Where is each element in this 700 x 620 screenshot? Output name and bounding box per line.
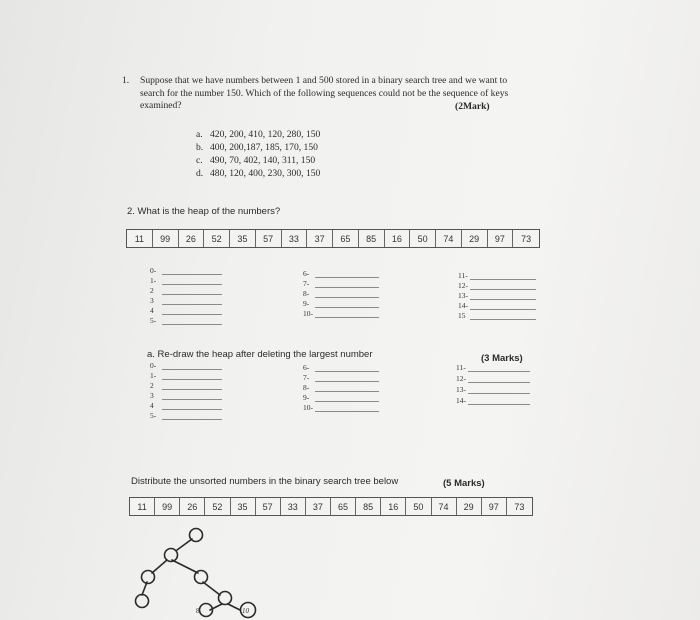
- answer-slot[interactable]: [303, 374, 379, 382]
- answer-line[interactable]: [315, 374, 379, 382]
- answer-line[interactable]: [315, 310, 379, 318]
- number-cell: 52: [205, 498, 230, 515]
- answer-slot[interactable]: [456, 375, 530, 383]
- number-cell: 65: [333, 230, 359, 247]
- answer-slot[interactable]: [458, 302, 536, 310]
- option-text: 480, 120, 400, 230, 300, 150: [210, 168, 321, 179]
- number-cell: 37: [306, 498, 331, 515]
- option-text: 420, 200, 410, 120, 280, 150: [210, 129, 321, 140]
- option-text: 490, 70, 402, 140, 311, 150: [210, 155, 316, 166]
- slot-index-label: 15: [458, 311, 466, 320]
- answer-slot[interactable]: [303, 280, 379, 288]
- answer-slot[interactable]: [303, 290, 379, 298]
- number-cell: 97: [482, 498, 507, 515]
- answer-slot[interactable]: [458, 312, 536, 320]
- answer-slot[interactable]: [150, 392, 222, 400]
- slot-index-label: 1-: [150, 371, 157, 380]
- number-cell: 33: [282, 230, 308, 247]
- answer-slot[interactable]: [150, 402, 222, 410]
- number-cell: 52: [204, 230, 230, 247]
- q3-marks: (5 Marks): [443, 478, 485, 489]
- q1-number: 1.: [122, 75, 130, 86]
- slot-index-label: 8-: [303, 383, 310, 392]
- slot-index-label: 3: [150, 391, 154, 400]
- number-cell: 16: [385, 230, 411, 247]
- slot-index-label: 8-: [303, 289, 310, 298]
- tree-node-label: 8: [196, 607, 200, 615]
- bst-tree-drawing: [130, 525, 280, 620]
- slot-index-label: 1-: [150, 276, 157, 285]
- answer-line[interactable]: [470, 282, 536, 290]
- tree-node: [195, 571, 208, 584]
- answer-line[interactable]: [315, 280, 379, 288]
- q2-prompt: 2. What is the heap of the numbers?: [127, 206, 281, 217]
- answer-line[interactable]: [470, 302, 536, 310]
- answer-slot[interactable]: [303, 384, 379, 392]
- slot-index-label: 9-: [303, 393, 310, 402]
- tree-edge: [172, 560, 198, 573]
- answer-slot[interactable]: [303, 270, 379, 278]
- slot-index-label: 14-: [458, 301, 468, 310]
- tree-node: [142, 571, 155, 584]
- answer-line[interactable]: [162, 277, 222, 285]
- answer-line[interactable]: [162, 307, 222, 315]
- answer-slot[interactable]: [456, 397, 530, 405]
- answer-line[interactable]: [468, 397, 530, 405]
- slot-index-label: 10-: [303, 403, 313, 412]
- answer-slot[interactable]: [456, 386, 530, 394]
- answer-line[interactable]: [315, 404, 379, 412]
- answer-line[interactable]: [162, 372, 222, 380]
- number-cell: 73: [521, 233, 532, 244]
- slot-index-label: 2: [150, 286, 154, 295]
- answer-line[interactable]: [468, 364, 530, 372]
- answer-slot[interactable]: [150, 317, 222, 325]
- answer-slot[interactable]: [303, 364, 379, 372]
- number-cell: 85: [356, 498, 381, 515]
- slot-index-label: 7-: [303, 279, 310, 288]
- slot-index-label: 4: [150, 401, 154, 410]
- option-text: 400, 200,187, 185, 170, 150: [210, 142, 318, 153]
- answer-slot[interactable]: [303, 310, 379, 318]
- tree-node: [165, 549, 178, 562]
- answer-slot[interactable]: [150, 267, 222, 275]
- answer-line[interactable]: [162, 402, 222, 410]
- slot-index-label: 5-: [150, 411, 157, 420]
- slot-index-label: 12-: [456, 374, 466, 383]
- answer-slot[interactable]: [303, 394, 379, 402]
- number-cell: 11: [127, 230, 153, 247]
- answer-slot[interactable]: [303, 404, 379, 412]
- answer-slot[interactable]: [150, 307, 222, 315]
- tree-edge: [228, 604, 240, 610]
- number-cell: 73: [514, 501, 525, 512]
- answer-line[interactable]: [315, 290, 379, 298]
- number-cell: 65: [331, 498, 356, 515]
- slot-index-label: 10-: [303, 309, 313, 318]
- answer-line[interactable]: [315, 394, 379, 402]
- answer-slot[interactable]: [458, 292, 536, 300]
- tree-node-label: 10: [242, 607, 249, 615]
- number-cell: 50: [406, 498, 431, 515]
- tree-edge: [177, 539, 192, 550]
- option-label: d.: [196, 168, 204, 179]
- answer-slot[interactable]: [150, 287, 222, 295]
- option-label: b.: [196, 142, 204, 153]
- slot-index-label: 0-: [150, 361, 157, 370]
- answer-line[interactable]: [162, 287, 222, 295]
- slot-index-label: 12-: [458, 281, 468, 290]
- answer-line[interactable]: [470, 272, 536, 280]
- slot-index-label: 7-: [303, 373, 310, 382]
- number-cell: 99: [153, 230, 179, 247]
- slot-index-label: 4: [150, 306, 154, 315]
- slot-index-label: 3: [150, 296, 154, 305]
- slot-index-label: 5-: [150, 316, 157, 325]
- answer-slot[interactable]: [150, 277, 222, 285]
- answer-slot[interactable]: [150, 362, 222, 370]
- number-cell: 11: [130, 498, 155, 515]
- tree-node: [219, 592, 232, 605]
- slot-index-label: 11-: [456, 363, 466, 372]
- answer-line[interactable]: [315, 384, 379, 392]
- answer-line[interactable]: [315, 300, 379, 308]
- tree-edge: [203, 582, 220, 595]
- q2a-marks: (3 Marks): [481, 353, 523, 364]
- q2a-prompt: a. Re-draw the heap after deleting the largest number: [147, 349, 373, 360]
- q1-line-3: examined?: [140, 100, 182, 111]
- number-cell: 35: [231, 498, 256, 515]
- slot-index-label: 13-: [458, 291, 468, 300]
- number-cell: 50: [410, 230, 436, 247]
- answer-line[interactable]: [162, 382, 222, 390]
- answer-slot[interactable]: [458, 272, 536, 280]
- q1-option-b: [196, 142, 318, 154]
- number-cell: 16: [381, 498, 406, 515]
- answer-slot[interactable]: [150, 297, 222, 305]
- number-cell: 74: [436, 230, 462, 247]
- q2-number-strip: [126, 229, 540, 248]
- number-cell: 26: [179, 230, 205, 247]
- q3-prompt: Distribute the unsorted numbers in the binary search tree below: [131, 476, 399, 487]
- slot-index-label: 14-: [456, 396, 466, 405]
- slot-index-label: 11-: [458, 271, 468, 280]
- answer-line[interactable]: [470, 292, 536, 300]
- answer-slot[interactable]: [303, 300, 379, 308]
- number-cell: 33: [281, 498, 306, 515]
- number-cell: 26: [180, 498, 205, 515]
- answer-slot[interactable]: [458, 282, 536, 290]
- number-cell: 85: [359, 230, 385, 247]
- answer-line[interactable]: [162, 392, 222, 400]
- answer-line[interactable]: [162, 362, 222, 370]
- number-cell: 99: [155, 498, 180, 515]
- q1-line-2: search for the number 150. Which of the following sequences could not be the sequence of keys: [140, 88, 509, 99]
- q1-option-c: [196, 155, 315, 167]
- option-label: c.: [196, 155, 203, 166]
- q1-option-a: [196, 129, 320, 141]
- answer-line[interactable]: [468, 386, 530, 394]
- q1-marks: (2Mark): [455, 101, 490, 112]
- number-cell: 35: [230, 230, 256, 247]
- tree-node: [190, 529, 203, 542]
- answer-line[interactable]: [162, 297, 222, 305]
- answer-slot[interactable]: [150, 382, 222, 390]
- answer-slot[interactable]: [150, 372, 222, 380]
- number-cell: 29: [457, 498, 482, 515]
- number-cell: 29: [462, 230, 488, 247]
- answer-line[interactable]: [162, 317, 222, 325]
- slot-index-label: 13-: [456, 385, 466, 394]
- q1-line-1: Suppose that we have numbers between 1 and 500 stored in a binary search tree and we want to: [140, 75, 508, 86]
- answer-line[interactable]: [315, 270, 379, 278]
- answer-line[interactable]: [162, 267, 222, 275]
- number-cell: 57: [256, 498, 281, 515]
- number-cell: 74: [432, 498, 457, 515]
- option-label: a.: [196, 129, 203, 140]
- answer-slot[interactable]: [150, 412, 222, 420]
- q3-number-strip: [129, 497, 533, 516]
- tree-node: [136, 595, 149, 608]
- answer-line[interactable]: [470, 312, 536, 320]
- slot-index-label: 0-: [150, 266, 157, 275]
- tree-edge: [152, 560, 167, 573]
- answer-line[interactable]: [162, 412, 222, 420]
- number-cell: 97: [488, 230, 514, 247]
- answer-slot[interactable]: [456, 364, 530, 372]
- answer-line[interactable]: [315, 364, 379, 372]
- number-cell: 37: [307, 230, 333, 247]
- slot-index-label: 2: [150, 381, 154, 390]
- number-cell: 57: [256, 230, 282, 247]
- slot-index-label: 9-: [303, 299, 310, 308]
- slot-index-label: 6-: [303, 269, 310, 278]
- slot-index-label: 6-: [303, 363, 310, 372]
- answer-line[interactable]: [468, 375, 530, 383]
- q1-option-d: [196, 168, 320, 180]
